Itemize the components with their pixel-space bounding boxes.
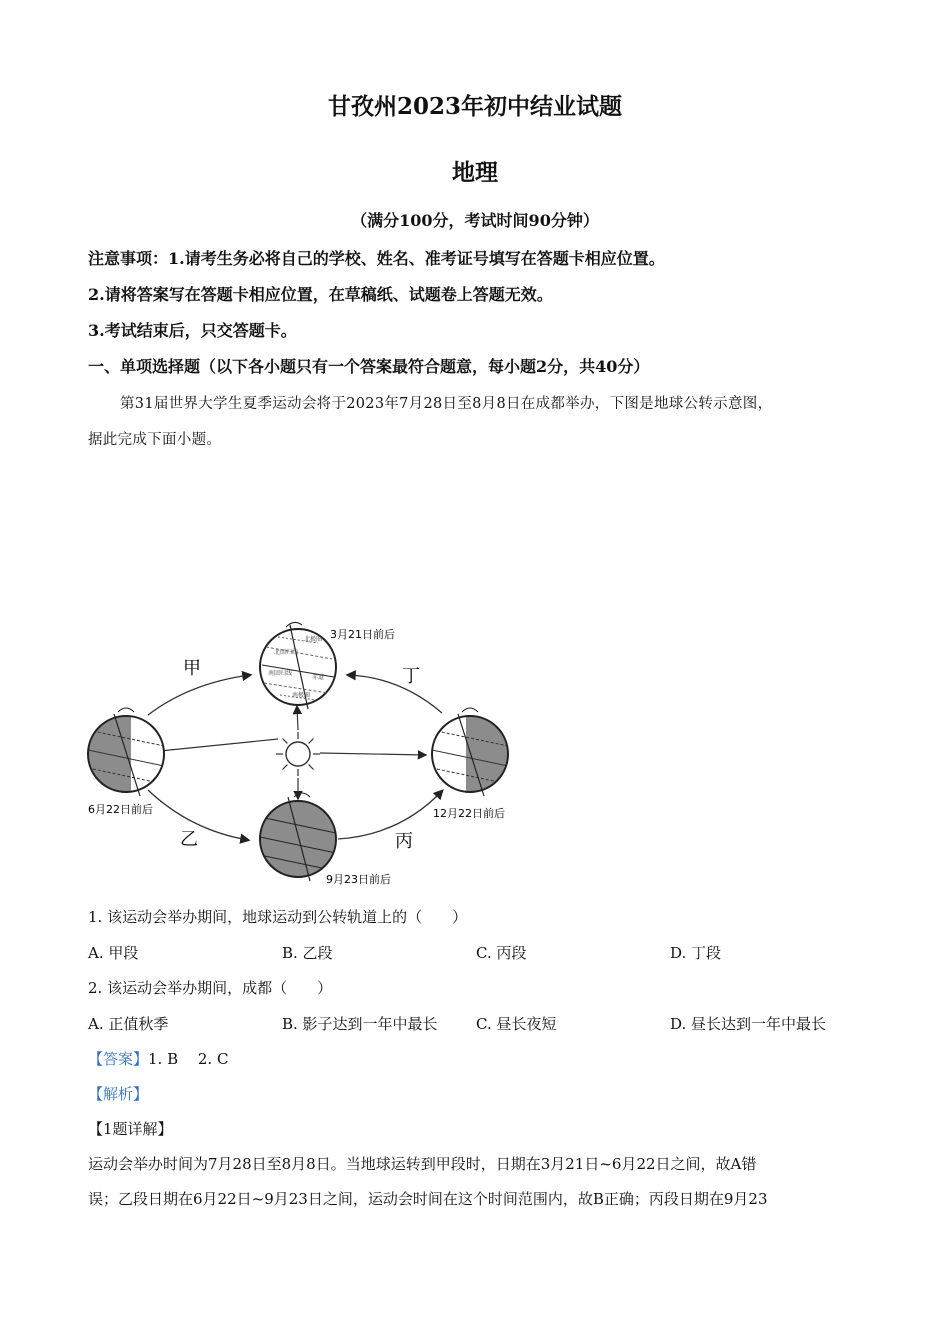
lat-label-equator: 赤道 <box>312 674 325 681</box>
section-heading: 一、单项选择题（以下各小题只有一个答案最符合题意，每小题2分，共40分） <box>88 357 650 376</box>
orbit-arc-yi <box>148 790 248 840</box>
subject-title: 地理 <box>452 159 498 186</box>
sun-ray-left <box>150 739 278 752</box>
q1-option-b[interactable]: B. 乙段 <box>282 944 333 962</box>
exam-info: （满分100分，考试时间90分钟） <box>351 211 599 230</box>
exam-title: 甘孜州2023年初中结业试题 <box>327 93 622 120</box>
q1-option-c[interactable]: C. 丙段 <box>476 944 527 962</box>
earth-march <box>260 622 336 709</box>
date-label-dec: 12月22日前后 <box>433 807 505 820</box>
segment-label-bing: 丙 <box>395 831 413 852</box>
note-3: 3.考试结束后，只交答题卡。 <box>88 321 297 340</box>
lat-label-arctic: 北极圈 <box>304 636 323 643</box>
q2-option-a[interactable]: A. 正值秋季 <box>88 1015 169 1033</box>
earth-june <box>88 708 164 796</box>
note-1: 注意事项：1.请考生务必将自己的学校、姓名、准考证号填写在答题卡相应位置。 <box>88 249 665 268</box>
lat-label-antarctic: 南极圈 <box>292 692 311 699</box>
intro-line-1: 第31届世界大学生夏季运动会将于2023年7月28日至8月8日在成都举办，下图是地球公转示意图， <box>120 396 773 412</box>
answer-line <box>88 1048 228 1069</box>
date-label-sep: 9月23日前后 <box>326 873 391 886</box>
sun-ray-right <box>320 753 425 755</box>
orbit-arc-jia <box>148 675 250 715</box>
lat-label-tropic-n: 北回归线 <box>274 649 299 656</box>
q2-option-c[interactable]: C. 昼长夜短 <box>476 1015 557 1033</box>
question-1-stem: 1. 该运动会举办期间，地球运动到公转轨道上的（ ） <box>88 908 468 926</box>
earth-revolution-diagram <box>80 615 530 895</box>
q1-option-d[interactable]: D. 丁段 <box>670 944 722 962</box>
answer-label: 【答案】 <box>88 1050 149 1068</box>
note-2: 2.请将答案写在答题卡相应位置，在草稿纸、试题卷上答题无效。 <box>88 285 553 304</box>
lat-label-tropic-s: 南回归线 <box>268 670 293 677</box>
orbit-arc-bing <box>338 791 442 839</box>
analysis-label: 【解析】 <box>88 1085 149 1103</box>
date-label-jun: 6月22日前后 <box>88 803 153 816</box>
intro-line-2: 据此完成下面小题。 <box>88 432 222 448</box>
detail-heading: 【1题详解】 <box>88 1120 173 1138</box>
question-2-stem: 2. 该运动会举办期间，成都（ ） <box>88 979 333 997</box>
detail-line-1: 运动会举办时间为7月28日至8月8日。当地球运转到甲段时，日期在3月21日~6月22日之间，故A错 <box>88 1155 757 1173</box>
q2-option-b[interactable]: B. 影子达到一年中最长 <box>282 1015 438 1033</box>
segment-label-yi: 乙 <box>180 829 198 850</box>
orbit-arc-ding <box>348 675 442 713</box>
segment-label-jia: 甲 <box>183 658 201 679</box>
sun-ray-up <box>297 707 298 730</box>
date-label-mar: 3月21日前后 <box>330 628 395 641</box>
earth-december <box>432 708 508 796</box>
earth-september <box>260 793 336 881</box>
answer-text: 1. B 2. C <box>148 1050 229 1068</box>
sun-icon <box>276 732 320 776</box>
detail-line-2: 误；乙段日期在6月22日~9月23日之间，运动会时间在这个时间范围内，故B正确；丙段日期在9月23 <box>88 1190 768 1208</box>
q1-option-a[interactable]: A. 甲段 <box>88 944 139 962</box>
segment-label-ding: 丁 <box>402 666 420 687</box>
q2-option-d[interactable]: D. 昼长达到一年中最长 <box>670 1015 827 1033</box>
